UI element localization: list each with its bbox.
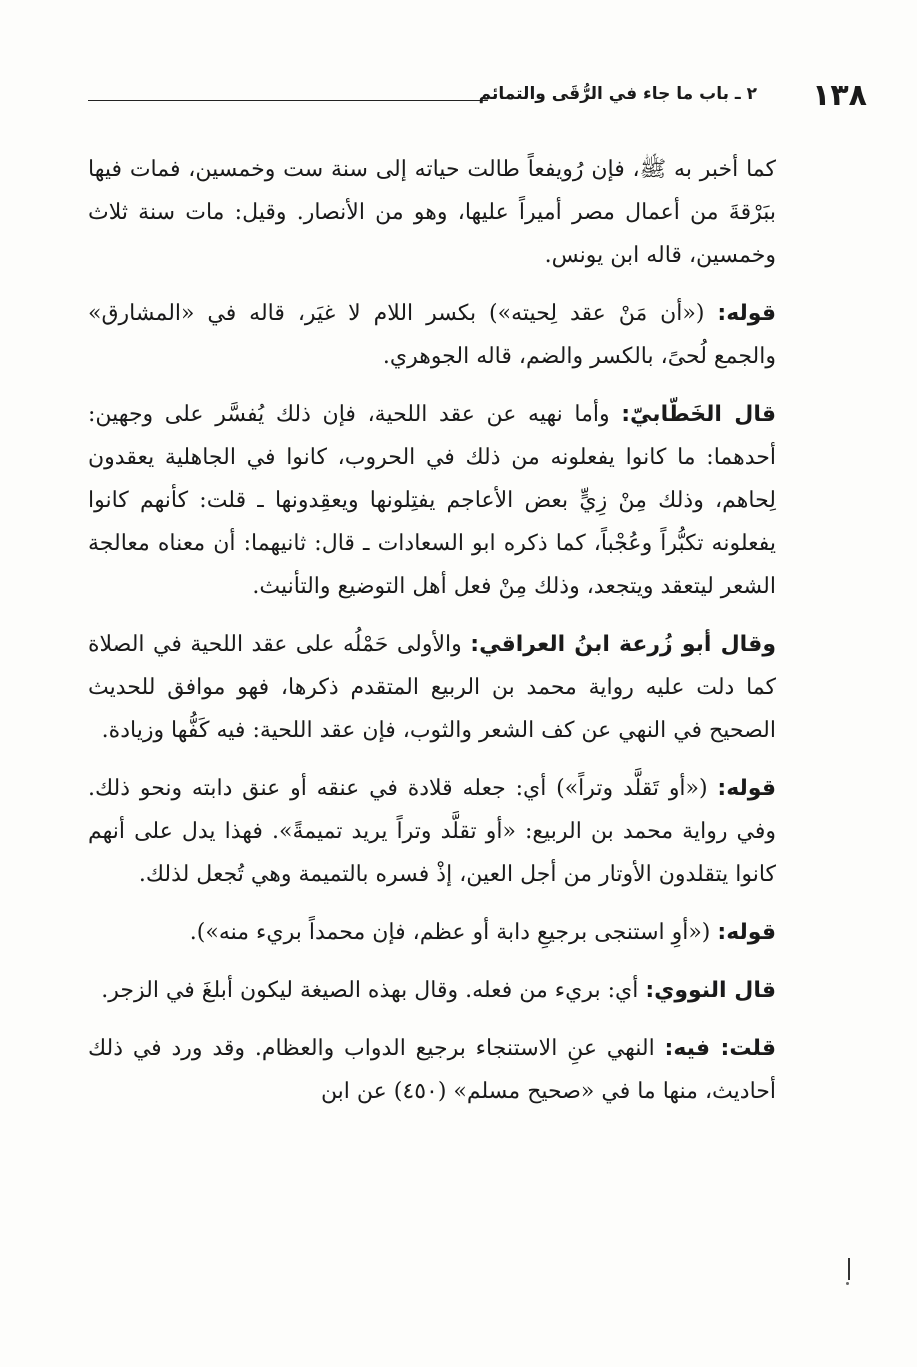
paragraph-lead: قوله:: [717, 920, 776, 945]
paragraph-text: وأما نهيه عن عقد اللحية، فإن ذلك يُفسَّر على وجهين: أحدهما: ما كانوا يفعلونه من ذلك في الحروب، كانوا في الجاهلية يعقدون لِحاهم، وذلك مِنْ زِيٍّ بعض الأعاجم يفتِلونها ويعقِدونها ـ قلت: كأنهم كانوا يفعلونه تكبُّراً وعُجْباً، كما ذكره ابو السعادات ـ قال: ثانيهما: أن معناه معالجة الشعر ليتعقد ويتجعد، وذلك مِنْ فعل أهل التوضيع والتأنيث.: [88, 402, 776, 599]
paragraph-lead: قوله:: [717, 301, 776, 326]
paragraph-lead: قال الخَطّابيّ:: [621, 402, 776, 427]
paragraph-3: [88, 393, 776, 608]
page-number: ١٣٨: [812, 78, 867, 113]
paragraph-text: («أن مَنْ عقد لِحيته») بكسر اللام لا غيَر، قاله في «المشارق» والجمع لُحىً، بالكسر والضم، قاله الجوهري.: [88, 301, 776, 369]
paragraph-8: [88, 1027, 776, 1113]
paragraph-lead: قال النووي:: [645, 978, 776, 1003]
paragraph-6: [88, 911, 776, 954]
running-title: ٢ ـ باب ما جاء في الرُّقَى والتمائم: [478, 84, 757, 104]
paragraph-text: أي: بريء من فعله. وقال بهذه الصيغة ليكون أبلغَ في الزجر.: [101, 978, 646, 1003]
page-header: [88, 78, 877, 118]
paragraph-1: [88, 148, 776, 277]
paragraph-2: [88, 292, 776, 378]
paragraph-4: [88, 623, 776, 752]
margin-mark: [848, 1258, 850, 1280]
paragraph-text: والأولى حَمْلُه على عقد اللحية في الصلاة كما دلت عليه رواية محمد بن الربيع المتقدم ذكرها، فهو موافق للحديث الصحيح في النهي عن كف الشعر والثوب، فإن عقد اللحية: فيه كَفُّها وزيادة.: [88, 632, 776, 743]
paragraph-7: [88, 969, 776, 1012]
paragraph-lead: قوله:: [717, 776, 776, 801]
paragraph-lead: قلت: فيه:: [664, 1036, 776, 1061]
scan-speck: [846, 1282, 849, 1285]
paragraph-text: النهي عنِ الاستنجاء برجيع الدواب والعظام. وقد ورد في ذلك أحاديث، منها ما في «صحيح مسلم» (٤٥٠) عن ابن: [88, 1036, 776, 1104]
header-rule: [88, 100, 488, 101]
paragraph-5: [88, 767, 776, 896]
paragraph-text: («أو تَقلَّد وتراً») أي: جعله قلادة في عنقه أو عنق دابته ونحو ذلك. وفي رواية محمد بن الربيع: «أو تقلَّد وتراً يريد تميمةً». فهذا يدل على أنهم كانوا يتقلدون الأوتار من أجل العين، إذْ فسره بالتميمة وهي تُجعل لذلك.: [88, 776, 776, 887]
paragraph-text: («أوِ استنجى برجيعِ دابة أو عظم، فإن محمداً بريء منه»).: [189, 920, 718, 945]
paragraph-lead: وقال أبو زُرعة ابنُ العراقي:: [470, 632, 777, 657]
paragraph-text: كما أخبر به ﷺ، فإن رُويفعاً طالت حياته إلى سنة ست وخمسين، فمات فيها ببَرْقةَ من أعمال مصر أميراً عليها، وهو من الأنصار. وقيل: مات سنة ثلاث وخمسين، قاله ابن يونس.: [88, 157, 776, 268]
page-body: [88, 148, 776, 1128]
